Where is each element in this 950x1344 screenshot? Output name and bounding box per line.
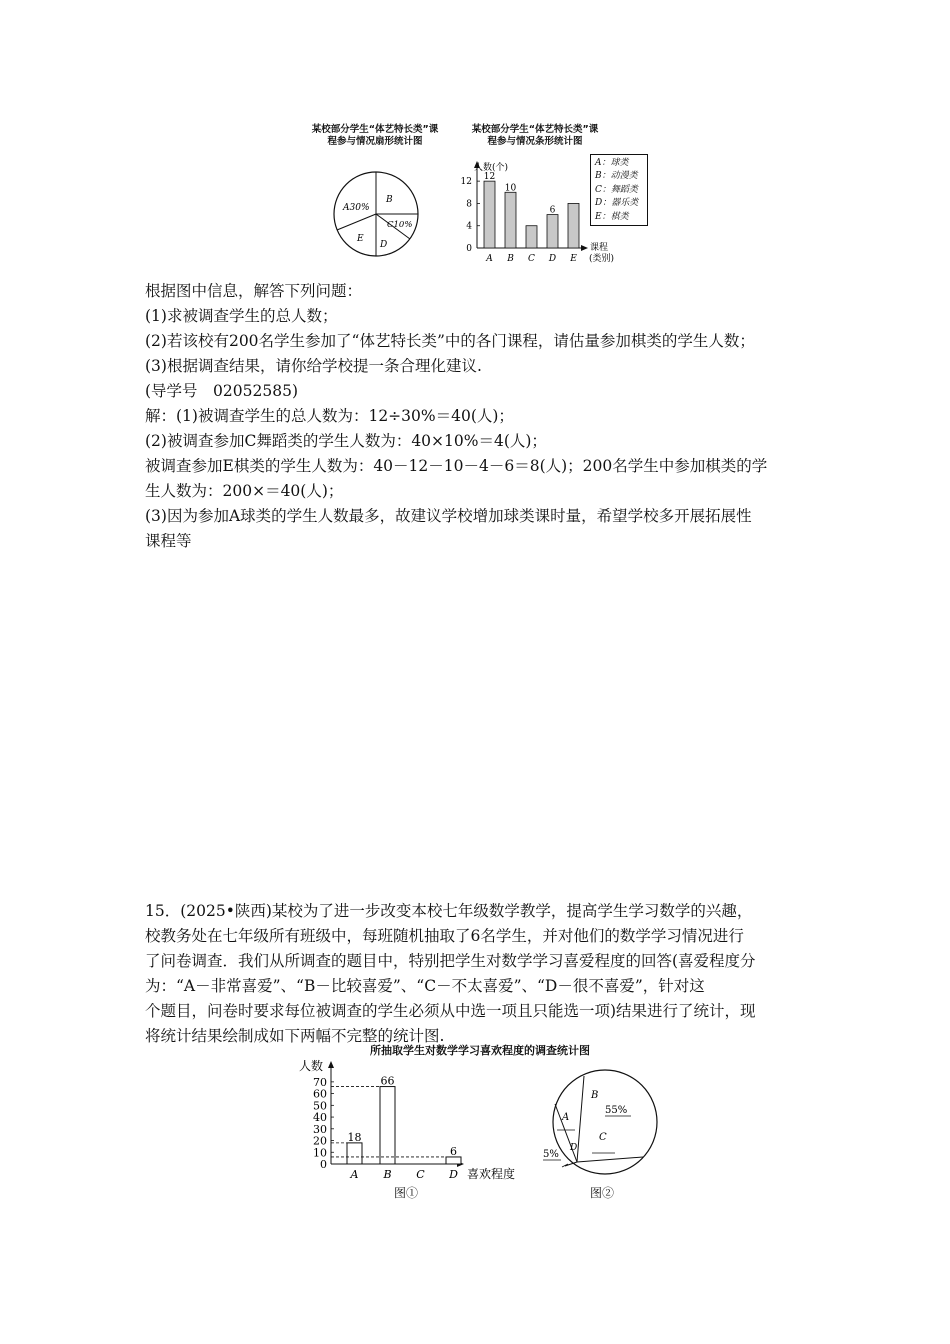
survey-pie-chart [535,1060,665,1185]
bar2-y-tick-label: 20 [313,1134,327,1148]
legend-item-e: E：棋类 [595,211,629,222]
legend-item-d: D：器乐类 [595,198,639,209]
survey-pie-label-c: C [599,1132,607,1143]
bar1-y-tick-label: 4 [466,221,472,232]
bar2-y-tick-label: 40 [313,1111,327,1125]
bar2-x-label: 喜欢程度 [467,1167,516,1181]
question-2: (2)若该校有200名学生参加了“体艺特长类”中的各门课程，请估量参加棋类的学生人数； [145,332,755,350]
bar2-y-tick-label: 70 [313,1075,327,1089]
legend-item-a: A：球类 [595,158,629,168]
figure-2-caption: 图② [590,1186,615,1200]
bar-chart-title [455,124,615,148]
bar1-y-tick-label: 12 [460,177,472,188]
survey-pie-divider-1 [577,1076,584,1162]
bar2-x-tick-label: C [416,1168,425,1181]
bar2-y-tick-label: 10 [313,1146,327,1160]
figure-1-caption: 图① [394,1186,419,1200]
survey-pie-divider-2 [577,1157,643,1162]
problem-15-line-1: 15．(2025•陕西)某校为了进一步改变本校七年级数学教学，提高学生学习数学的兴趣， [145,902,753,920]
bar2-data-label: 6 [450,1144,457,1158]
bar2-data-label: 18 [347,1130,362,1144]
legend-item-b: B：动漫类 [595,171,638,182]
bar1-x-tick-label: A [486,254,493,264]
bar1-y-label: 人数(个) [474,163,509,173]
bar1-bar-d [547,215,558,248]
bar1-y-tick-label: 8 [466,199,472,210]
bar2-x-tick-label: B [383,1168,392,1181]
guide-number: (导学号 02052585) [145,382,298,400]
survey-pie-label-b-pct: 55% [605,1105,628,1116]
problem-15-line-6: 将统计结果绘制成如下两幅不完整的统计图. [145,1027,445,1045]
bar1-bar-c [526,226,537,248]
bar1-x-tick-label: D [548,254,557,264]
bar2-bar-a [347,1143,362,1164]
bar1-x-tick-label: C [528,254,535,264]
pie-chart-title [295,124,455,148]
bar-title-line-1: 某校部分学生“体艺特长类”课 [471,124,599,135]
bar2-bar-b [380,1087,395,1164]
question-1: (1)求被调查学生的总人数； [145,307,338,325]
pie-label-e: E [357,234,364,244]
question-intro: 根据图中信息，解答下列问题： [145,282,363,300]
solution-2b: 被调查参加E棋类的学生人数为：40－12－10－4－6＝8(人)；200名学生中参加棋类的学 [145,457,768,475]
pie-label-b: B [386,195,393,205]
pie-divider-5 [337,214,376,230]
bar2-x-tick-label: D [449,1168,458,1181]
bar1-bar-a [484,181,495,248]
problem-15-line-2: 校教务处在七年级所有班级中，每班随机抽取了6名学生，并对他们的数学学习情况进行 [145,927,744,945]
solution-3a: (3)因为参加A球类的学生人数最多，故建议学校增加球类课时量，希望学校多开展拓展性 [145,507,752,525]
pie-label-a: A30% [343,203,370,213]
solution-1: 解：(1)被调查学生的总人数为：12÷30%＝40(人)； [145,407,514,425]
question-3: (3)根据调查结果，请你给学校提一条合理化建议. [145,357,482,375]
pie-title-line-2: 程参与情况扇形统计图 [327,136,423,147]
solution-2c: 生人数为：200×＝40(人)； [145,482,344,500]
survey-pie-label-d-pct: 5% [543,1149,559,1160]
bar2-bar-d [446,1157,461,1164]
course-legend [590,154,648,226]
solution-2a: (2)被调查参加C舞蹈类的学生人数为：40×10%＝4(人)； [145,432,547,450]
bar1-x-tick-label: E [570,254,577,264]
survey-bar-chart [295,1058,535,1182]
bar1-bar-e [568,203,579,248]
bar2-y-tick-label: 30 [313,1122,327,1136]
legend-item-c: C：舞蹈类 [595,184,638,195]
pie-title-line-1: 某校部分学生“体艺特长类”课 [311,124,439,135]
survey-pie-label-b: B [591,1090,599,1101]
pie-label-d: D [380,240,388,250]
bar1-x-label-1: 课程 [590,243,609,253]
bar1-y-tick-label: 0 [466,244,472,254]
course-pie-chart [330,168,422,260]
bar1-x-arrow [581,245,588,251]
pie-label-c: C10% [387,220,413,230]
bar2-y-tick-label: 0 [320,1158,327,1171]
bar1-bar-b [505,192,516,248]
problem-15-line-4: 为：“A－非常喜爱”、“B－比较喜爱”、“C－不太喜爱”、“D－很不喜爱”，针对这 [145,977,705,995]
survey-pie-label-a: A [562,1112,570,1123]
bar1-data-label: 6 [549,205,556,216]
bar2-x-tick-label: A [350,1168,359,1181]
problem-15-line-3: 了问卷调查．我们从所调查的题目中，特别把学生对数学学习喜爱程度的回答(喜爱程度分 [145,952,756,970]
bar2-y-label: 人数 [299,1059,324,1073]
problem-15-line-5: 个题目，问卷时要求每位被调查的学生必须从中选一项且只能选一项)结果进行了统计，现 [145,1002,756,1020]
survey-pie-label-d: D [570,1143,578,1153]
bar2-y-tick-label: 60 [313,1087,327,1101]
bar2-y-tick-label: 50 [313,1099,327,1113]
bar1-x-label-2: (类别) [589,254,615,264]
bar2-data-label: 66 [380,1074,395,1088]
bar1-data-label: 12 [483,172,496,183]
solution-3b: 课程等 [145,532,192,550]
survey-chart-title: 所抽取学生对数学学习喜欢程度的调查统计图 [370,1044,590,1057]
bar2-y-arrow [328,1061,334,1068]
bar1-x-tick-label: B [507,254,514,264]
bar1-data-label: 10 [504,183,517,194]
bar-title-line-2: 程参与情况条形统计图 [487,136,583,147]
